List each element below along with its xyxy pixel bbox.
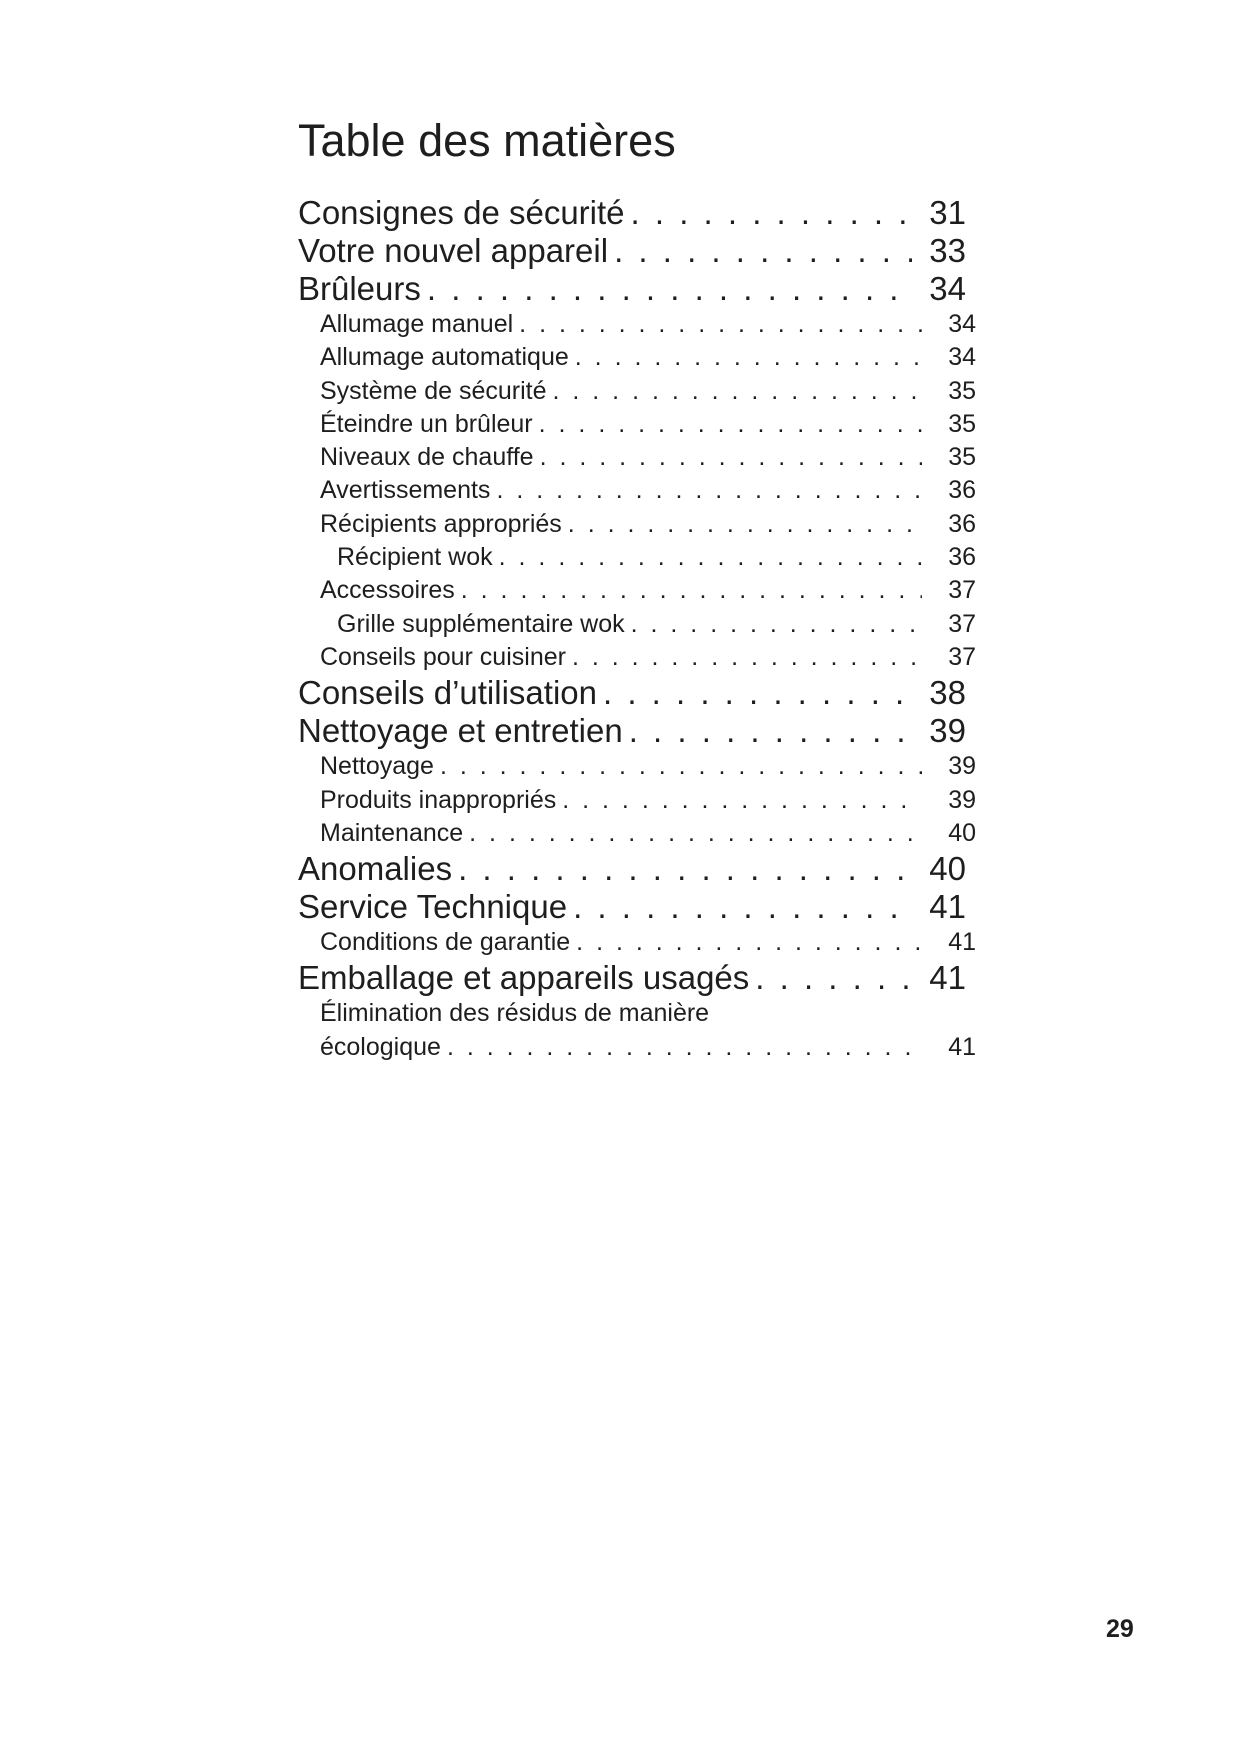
toc-entry-page: 35: [948, 376, 976, 405]
toc-entry[interactable]: [298, 441, 976, 474]
toc-entry[interactable]: [298, 784, 976, 817]
toc-entry-label: Système de sécurité: [320, 376, 547, 405]
toc-entry-page: 40: [948, 818, 976, 847]
toc-entry-page: 33: [929, 232, 966, 269]
dot-leader: [631, 608, 922, 641]
toc-entry[interactable]: [298, 508, 976, 541]
dot-leader: [427, 270, 912, 308]
dot-leader: [539, 408, 922, 441]
toc-entry[interactable]: [298, 375, 976, 408]
dot-leader: [553, 375, 923, 408]
toc-entry-label: Produits inappropriés: [320, 785, 557, 814]
toc-entry-page: 37: [948, 642, 976, 671]
toc-entry-label: Nettoyage: [320, 752, 434, 781]
toc-entry[interactable]: [298, 232, 966, 270]
toc-entry-page: 40: [929, 850, 966, 888]
toc-entry-page: 38: [929, 674, 966, 712]
toc-entry-label: Accessoires: [320, 576, 455, 605]
toc-entry-page: 39: [948, 785, 976, 814]
toc-entry-page: 36: [948, 476, 976, 505]
toc-entry[interactable]: [298, 712, 966, 750]
toc-entry[interactable]: [298, 541, 976, 574]
toc-entry-page: 41: [929, 888, 966, 926]
toc-entry[interactable]: [298, 608, 976, 641]
toc-entry[interactable]: [298, 817, 976, 850]
dot-leader: [572, 641, 922, 674]
dot-leader: [614, 232, 912, 270]
toc-entry-page: 35: [948, 443, 976, 472]
toc-entry[interactable]: [298, 997, 998, 1030]
toc-entry-page: 36: [948, 509, 976, 538]
toc-entry-label: Récipients appropriés: [320, 509, 562, 538]
toc-entry[interactable]: [298, 641, 976, 674]
toc-entry-page: 34: [948, 343, 976, 372]
dot-leader: [562, 784, 922, 817]
toc-entry-page: 37: [948, 576, 976, 605]
toc-entry-label: Service Technique: [298, 888, 568, 926]
toc-entry-page: 35: [948, 409, 976, 438]
toc-entry[interactable]: [298, 959, 966, 997]
toc-entry-label: Emballage et appareils usagés: [298, 959, 750, 997]
toc-entry-page: 41: [948, 928, 976, 957]
toc-entry[interactable]: [298, 194, 966, 232]
toc-entry[interactable]: [298, 308, 976, 341]
toc-entry-label: Niveaux de chauffe: [320, 443, 534, 472]
dot-leader: [461, 574, 922, 607]
toc-entry-label: Consignes de sécurité: [298, 194, 625, 231]
dot-leader: [540, 441, 922, 474]
toc-entry-page: 41: [948, 1032, 976, 1061]
toc-entry-label: Votre nouvel appareil: [298, 232, 609, 269]
dot-leader: [576, 926, 922, 959]
toc-entry-label: Nettoyage et entretien: [298, 712, 623, 750]
toc-entry-label: Conditions de garantie: [320, 928, 571, 957]
page-number: 29: [1106, 1615, 1134, 1643]
toc-entry-page: 36: [948, 543, 976, 572]
table-of-contents: [298, 194, 998, 1064]
toc-entry-page: 37: [948, 609, 976, 638]
toc-entry[interactable]: [298, 750, 976, 783]
toc-entry[interactable]: [298, 1031, 976, 1064]
toc-entry-page: 39: [929, 712, 966, 750]
toc-entry-label: Conseils d’utilisation: [298, 674, 597, 712]
toc-entry-label: Éteindre un brûleur: [320, 409, 533, 438]
toc-entry-label: Avertissements: [320, 476, 491, 505]
dot-leader: [575, 341, 922, 374]
toc-entry-page: 34: [948, 310, 976, 338]
toc-entry[interactable]: [298, 674, 966, 712]
dot-leader: [440, 750, 922, 783]
toc-entry[interactable]: [298, 474, 976, 507]
toc-entry-label: Maintenance: [320, 818, 464, 847]
toc-entry[interactable]: [298, 888, 966, 926]
dot-leader: [573, 888, 912, 926]
dot-leader: [469, 817, 922, 850]
toc-entry[interactable]: [298, 850, 966, 888]
toc-entry-label: Conseils pour cuisiner: [320, 642, 566, 671]
toc-entry-label: Brûleurs: [298, 270, 421, 307]
dot-leader: [603, 674, 912, 712]
dot-leader: [447, 1031, 922, 1064]
toc-entry[interactable]: [298, 270, 966, 308]
toc-entry[interactable]: [298, 341, 976, 374]
dot-leader: [496, 474, 922, 507]
toc-entry-label: Allumage automatique: [320, 343, 569, 372]
toc-entry[interactable]: [298, 926, 976, 959]
toc-entry-page: 31: [929, 194, 966, 231]
toc-entry-label: écologique: [320, 1032, 441, 1061]
toc-entry-page: 41: [929, 959, 966, 997]
toc-entry-label: Grille supplémentaire wok: [337, 609, 625, 638]
toc-entry[interactable]: [298, 408, 976, 441]
dot-leader: [499, 541, 922, 574]
toc-entry-label: Allumage manuel: [320, 310, 514, 338]
toc-entry-label: Élimination des résidus de manière: [320, 999, 710, 1028]
toc-entry-label: Récipient wok: [337, 543, 493, 572]
dot-leader: [458, 850, 912, 888]
dot-leader: [568, 508, 922, 541]
dot-leader: [519, 308, 922, 341]
toc-entry-page: 39: [948, 752, 976, 781]
page-title: Table des matières: [298, 115, 676, 166]
dot-leader: [629, 712, 912, 750]
toc-entry[interactable]: [298, 574, 976, 607]
toc-entry-label: Anomalies: [298, 850, 453, 888]
dot-leader: [755, 959, 912, 997]
toc-entry-page: 34: [929, 270, 966, 307]
dot-leader: [631, 194, 912, 232]
